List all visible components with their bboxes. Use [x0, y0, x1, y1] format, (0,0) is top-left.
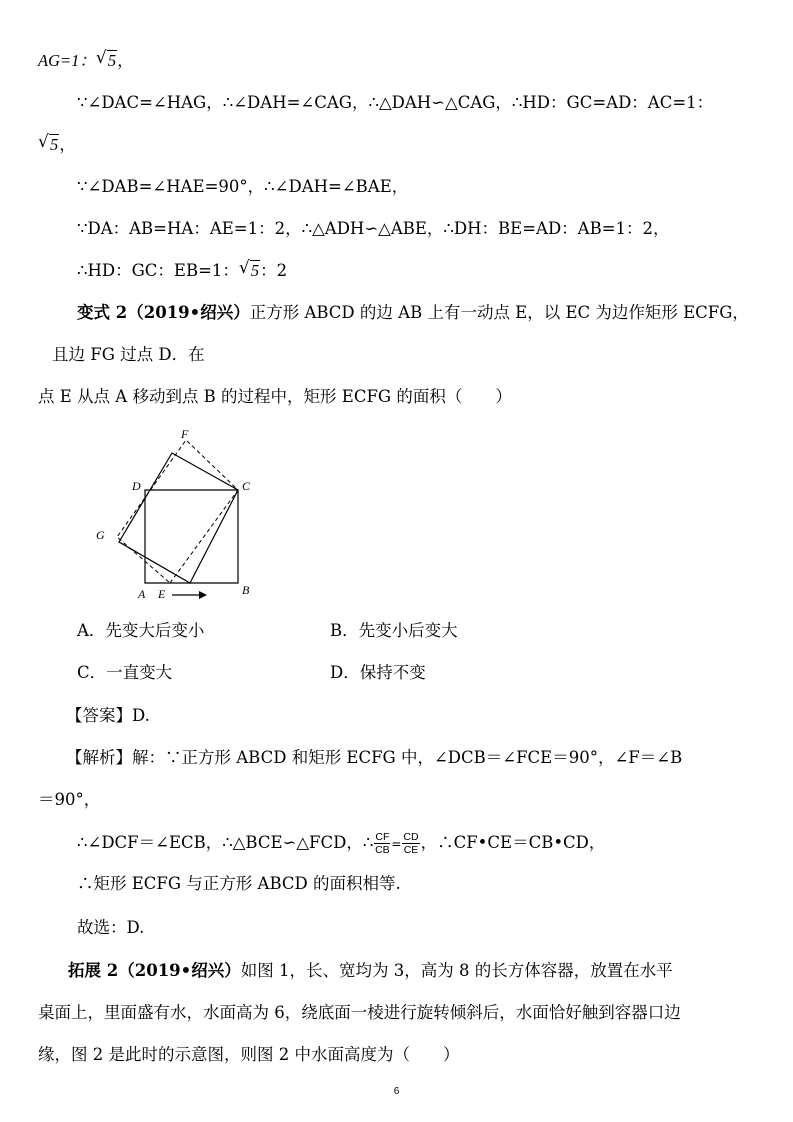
label-G: G [96, 528, 105, 542]
sqrt-symbol: √ 5 [238, 258, 260, 280]
sqrt-symbol: √ 5 [38, 132, 59, 154]
sqrt-symbol: √ 5 [95, 48, 117, 70]
analysis-line-2: ＝90°， [38, 790, 101, 809]
solution-line-6 [77, 260, 287, 282]
text: ∴HD：GC：EB=1： [77, 261, 239, 280]
problem-label: 拓展 2 [68, 961, 119, 980]
option-b: B．先变小后变大 [330, 621, 458, 640]
problem-stem: 如图 1，长、宽均为 3，高为 8 的长方体容器，放置在水平 [240, 961, 673, 980]
solution-line-5: ∵DA：AB=HA：AE=1：2，∴△ADH∽△ABE，∴DH：BE=AD：AB=1：2， [77, 219, 670, 238]
page-number: 6 [393, 1086, 400, 1097]
label-E: E [158, 587, 166, 601]
text: ， [117, 51, 134, 70]
problem3-stem-line2: 桌面上，里面盛有水，水面高为 6，绕底面一棱进行旋转倾斜后，水面恰好触到容器口边 [38, 1003, 681, 1022]
label-D: D [132, 479, 141, 493]
square-abcd [145, 490, 238, 583]
analysis-line-4: ∴矩形 ECFG 与正方形 ABCD 的面积相等. [77, 874, 401, 893]
solution-line-1 [38, 50, 134, 72]
label-F: F [181, 427, 189, 441]
problem-source: （2019•绍兴） [118, 961, 241, 980]
analysis-label: 【解析】 [66, 748, 132, 767]
analysis-line-1 [66, 747, 682, 769]
label-A: A [138, 587, 146, 601]
rectangle-dashed [117, 440, 238, 583]
problem-source: （2019•绍兴） [127, 303, 250, 322]
text: ， [59, 135, 76, 154]
conclusion-line: 故选：D. [77, 918, 145, 937]
label-C: C [242, 479, 251, 493]
problem2-stem-line1 [77, 302, 749, 324]
problem2-stem-line2: 且边 FG 过点 D．在 [52, 345, 205, 364]
answer-line [66, 705, 150, 727]
analysis-line-3 [77, 831, 605, 856]
fraction-cf-cb: $\frac{CF}{CB}$ [375, 831, 390, 856]
problem-label: 变式 2 [77, 303, 128, 322]
text: ：2 [260, 261, 288, 280]
solution-line-2: ∵∠DAC=∠HAG，∴∠DAH=∠CAG，∴△DAH∽△CAG，∴HD：GC=AD：AC=1： [77, 93, 714, 112]
answer-label: 【答案】 [66, 706, 132, 725]
problem3-stem-line3: 缘，图 2 是此时的示意图，则图 2 中水面高度为（ ） [38, 1045, 460, 1064]
answer-value: D. [132, 706, 150, 725]
equals-sign: = [391, 837, 402, 851]
option-d: D．保持不变 [330, 663, 426, 682]
fraction-cd-ce: $\frac{CD}{CE}$ [403, 831, 419, 856]
analysis-text: ，∴CF•CE＝CB•CD， [420, 833, 606, 852]
option-a: A．先变大后变小 [77, 621, 205, 640]
text: AG=1： [38, 51, 96, 70]
solution-line-4: ∵∠DAB=∠HAE=90°，∴∠DAH=∠BAE， [77, 177, 409, 196]
problem3-stem-line1 [68, 960, 673, 982]
analysis-text: 解：∵正方形 ABCD 和矩形 ECFG 中，∠DCB＝∠FCE＝90°，∠F＝∠B [132, 748, 683, 767]
problem2-stem-line3: 点 E 从点 A 移动到点 B 的过程中，矩形 ECFG 的面积（ ） [38, 387, 512, 406]
geometry-figure [90, 420, 265, 610]
option-c: C．一直变大 [77, 663, 173, 682]
analysis-text: ∴∠DCF＝∠ECB，∴△BCE∽△FCD，∴ [77, 833, 374, 852]
arrow-head-icon [199, 591, 207, 599]
label-B: B [242, 583, 250, 597]
problem-stem: 正方形 ABCD 的边 AB 上有一动点 E，以 EC 为边作矩形 ECFG， [249, 303, 749, 322]
solution-line-3 [38, 134, 76, 156]
